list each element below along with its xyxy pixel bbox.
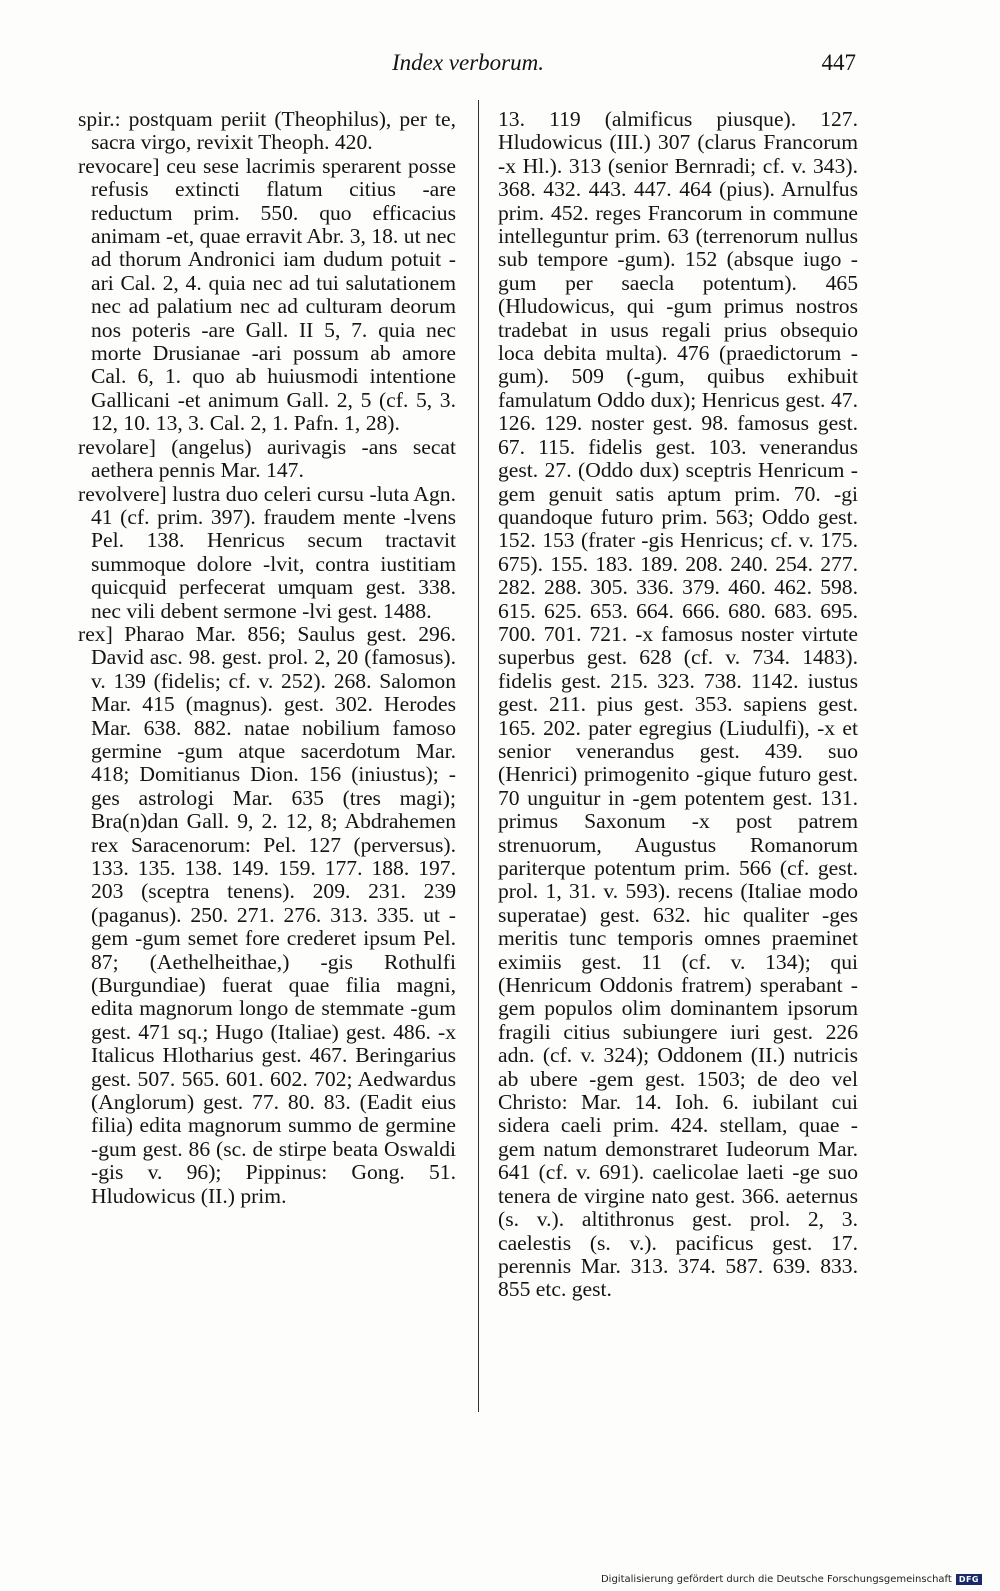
- index-entry-rex-continued: 13. 119 (almificus piusque). 127. Hludowicus (III.) 307 (clarus Francorum -x Hl.). 313 (senior Bernradi; cf. v. 343). 368. 432. 443. 447. 464 (pius). Arnulfus prim. 452. reges Francorum in commune intelleguntur prim. 63 (terrenorum nullus sub tempore -gum). 152 (absque iugo -gum per saecla potentum). 465 (Hludowicus, qui -gum primus nostros tradebat in usus regali prius obsequio loca debita multa). 476 (praedictorum -gum). 509 (-gum, quibus exhibuit famulatum Oddo dux); Henricus gest. 47. 126. 129. noster gest. 98. famosus gest. 67. 115. fidelis gest. 103. venerandus gest. 27. (Oddo dux) sceptris Henricum -gem genuit satis aptum prim. 70. -gi quandoque futuro prim. 563; Oddo gest. 152. 153 (frater -gis Henricus; cf. v. 175. 675). 155. 183. 189. 208. 240. 254. 277. 282. 288. 305. 336. 379. 460. 462. 598. 615. 625. 653. 664. 666. 680. 683. 695. 700. 701. 721. -x famosus noster virtute superbus gest. 628 (cf. v. 734. 1483). fidelis gest. 215. 323. 738. 1142. iustus gest. 211. pius gest. 353. sapiens gest. 165. 202. pater egregius (Liudulfi), -x et senior venerandus gest. 439. suo (Henrici) primogenito -gique futuro gest. 70 unguitur in -gem potentem gest. 131. primus Saxonum -x post patrem strenuorum, Augustus Romanorum pariterque potentum prim. 566 (cf. gest. prol. 1, 31. v. 593). recens (Italiae modo superatae) gest. 632. hic qualiter -ges meritis tunc temporis omnes praeminet eximiis gest. 11 (cf. v. 134); qui (Henricum Oddonis fratrem) sperabant -gem populos olim dominantem ipsorum fragili citius subiungere iuri gest. 226 adn. (cf. v. 324); Oddonem (II.) nutricis ab ubere -gem gest. 1503; de deo vel Christo: Mar. 14. Ioh. 6. iubilant cui sidera caeli prim. 424. stellam, quae -gem natum demonstraret Iudeorum Mar. 641 (cf. v. 691). caelicolae laeti -ge suo tenera de virgine nato gest. 366. aeternus (s. v.). altithronus gest. prol. 2, 3. caelestis (s. v.). pacificus gest. 17. perennis Mar. 313. 374. 587. 639. 833. 855 etc. gest.: [498, 108, 858, 1302]
- running-head: Index verborum.: [391, 50, 544, 75]
- index-entry-spir: spir.: postquam periit (Theophilus), per te, sacra virgo, revixit Theoph. 420.: [78, 108, 456, 155]
- column-divider: [478, 100, 479, 1412]
- index-entry-revolare: revolare] (angelus) aurivagis -ans secat aethera pennis Mar. 147.: [78, 434, 456, 483]
- index-entry-rex: rex] Pharao Mar. 856; Saulus gest. 296. David asc. 98. gest. prol. 2, 20 (famosus). v. 139 (fidelis; cf. v. 252). 268. Salomon Mar. 415 (magnus). gest. 302. Herodes Mar. 638. 882. natae nobilium famoso germine -gum atque sacerdotum Mar. 418; Domitianus Dion. 156 (iniustus); -ges astrologi Mar. 635 (tres magi); Bra(n)dan Gall. 9, 2. 12, 8; Abdrahemen rex Saracenorum: Pel. 127 (perversus). 133. 135. 138. 149. 159. 177. 188. 197. 203 (sceptra tenens). 209. 231. 239 (paganus). 250. 271. 276. 313. 335. ut -gem -gum semet fore crederet ipsum Pel. 87; (Aethelheithae,) -gis Rothulfi (Burgundiae) fuerat quae filia magni, edita magnorum longo de stemmate -gum gest. 471 sq.; Hugo (Italiae) gest. 486. -x Italicus Hlotharius gest. 467. Beringarius gest. 507. 565. 601. 602. 702; Aedwardus (Anglorum) gest. 77. 80. 83. (Eadit eius filia) edita magnorum summo de germine -gum gest. 86 (sc. de stirpe beata Oswaldi -gis v. 96); Pippinus: Gong. 51. Hludowicus (II.) prim.: [78, 621, 456, 1208]
- right-column: [498, 108, 858, 1408]
- footer-text: Digitalisierung gefördert durch die Deutsche Forschungsgemeinschaft: [600, 1574, 952, 1585]
- left-column: [78, 108, 456, 1408]
- index-entry-revolvere: revolvere] lustra duo celeri cursu -luta Agn. 41 (cf. prim. 397). fraudem mente -lvens Pel. 138. Henricus secum tractavit summoque dolore -lvit, contra iustitiam quicquid perfecerat umquam gest. 338. nec vili debent sermone -lvi gest. 1488.: [78, 481, 456, 623]
- page-header: [80, 50, 856, 84]
- index-entry-revocare: revocare] ceu sese lacrimis sperarent posse refusis extincti flatum citius -are reductum prim. 550. quo efficacius animam -et, quae erravit Abr. 3, 18. ut nec ad thorum Andronici iam dudum potuit -ari Cal. 2, 4. quia nec ad tui salutationem nec ad palatium nec ad culturam deorum nos poteris -are Gall. II 5, 7. quia nec morte Drusianae -ari possum ab amore Cal. 6, 1. quo ab huiusmodi intentione Gallicani -et animum Gall. 2, 5 (cf. 5, 3. 12, 10. 13, 3. Cal. 2, 1. Pafn. 1, 28).: [78, 153, 456, 436]
- page-number: 447: [821, 50, 856, 75]
- dfg-logo: DFG: [956, 1574, 982, 1585]
- footer: [601, 1574, 982, 1585]
